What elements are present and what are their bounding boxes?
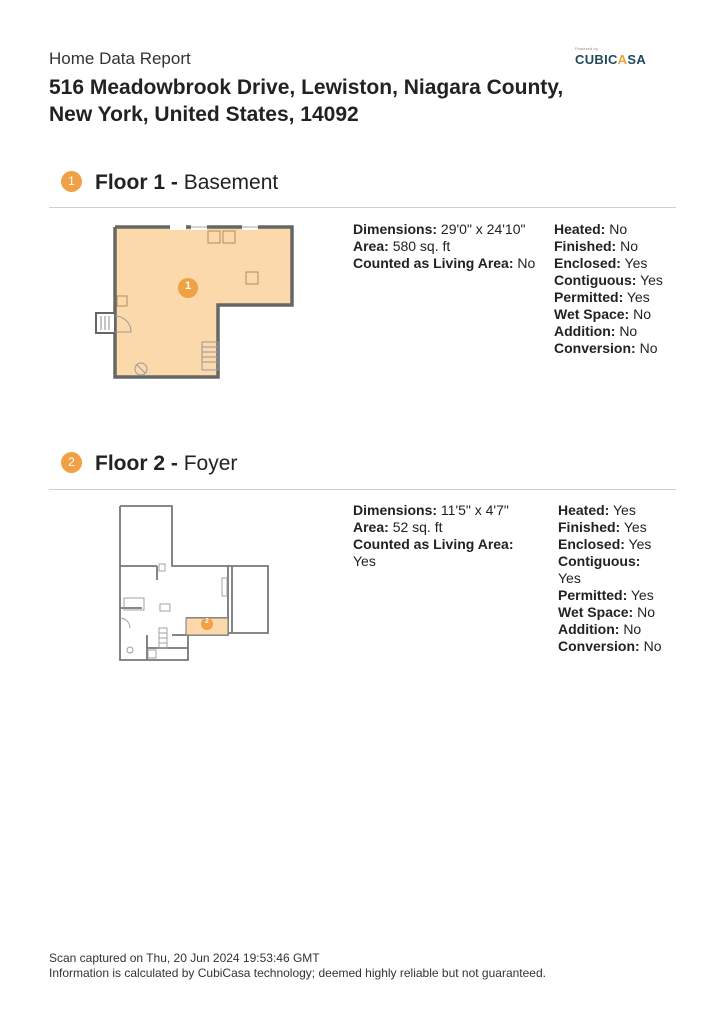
attribute-conversion: Conversion: No (554, 340, 658, 356)
floor-details (353, 221, 535, 272)
report-label: Home Data Report (49, 49, 191, 68)
attribute-addition: Addition: No (554, 323, 638, 339)
attribute-enclosed: Enclosed: Yes (558, 536, 652, 552)
logo-brand: CUBICASA (575, 52, 647, 67)
room-number-badge: 1 (184, 280, 192, 292)
area-row: Area: 580 sq. ft (353, 238, 451, 254)
floor-title: Floor 1 - Basement (95, 171, 279, 194)
dimensions-row: Dimensions: 29'0" x 24'10" (353, 221, 526, 237)
property-address: 516 Meadowbrook Drive, Lewiston, Niagara County, New York, United States, 14092 (49, 76, 564, 126)
section-divider (49, 207, 676, 208)
attribute-contiguous: Contiguous: Yes (554, 272, 663, 288)
section-divider (49, 489, 676, 490)
attribute-permitted: Permitted: Yes (558, 587, 654, 603)
scan-captured-text: Scan captured on Thu, 20 Jun 2024 19:53:46 GMT (49, 951, 320, 965)
attribute-conversion: Conversion: No (558, 638, 662, 654)
attribute-heated: Heated: Yes (558, 502, 636, 518)
living-area-row: Counted as Living Area: Yes (353, 536, 514, 569)
attribute-contiguous: Contiguous: Yes (558, 553, 641, 586)
area-row: Area: 52 sq. ft (353, 519, 443, 535)
attribute-addition: Addition: No (558, 621, 642, 637)
footer (49, 951, 546, 981)
attribute-heated: Heated: No (554, 221, 628, 237)
floor-number-badge: 1 (61, 171, 82, 192)
attribute-finished: Finished: Yes (558, 519, 647, 535)
dimensions-row: Dimensions: 11'5" x 4'7" (353, 502, 509, 518)
floor-plan-floor-2 (112, 500, 274, 666)
attribute-permitted: Permitted: Yes (554, 289, 650, 305)
living-area-row: Counted as Living Area: No (353, 255, 536, 271)
attribute-enclosed: Enclosed: Yes (554, 255, 648, 271)
disclaimer-text: Information is calculated by CubiCasa technology; deemed highly reliable but not guaranteed. (49, 966, 546, 980)
cubicasa-logo (572, 46, 662, 70)
attribute-wet-space: Wet Space: No (558, 604, 656, 620)
floor-details (353, 502, 543, 570)
floor-attributes (558, 502, 661, 655)
floor-attributes (554, 221, 663, 357)
room-number-badge: 2 (205, 618, 209, 625)
floor-title: Floor 2 - Foyer (95, 452, 238, 475)
logo-powered-by: Powered by (575, 46, 599, 51)
attribute-wet-space: Wet Space: No (554, 306, 652, 322)
floor-plan-basement (92, 220, 298, 382)
attribute-finished: Finished: No (554, 238, 639, 254)
floor-number-badge: 2 (61, 452, 82, 473)
